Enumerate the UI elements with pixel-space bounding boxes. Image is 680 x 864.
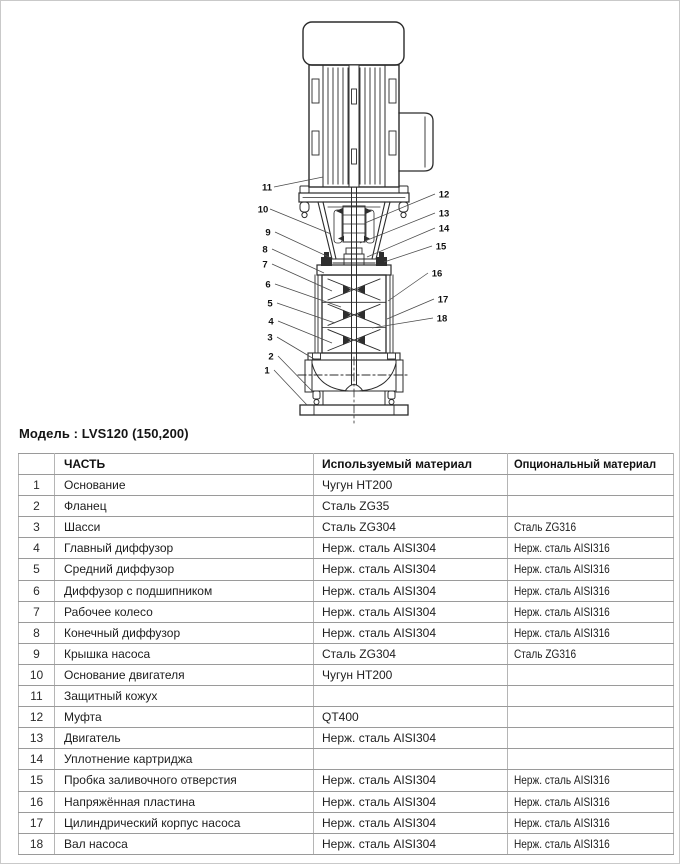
part-number: 18 xyxy=(19,833,55,854)
part-optional-material: Нерж. сталь AISI316 xyxy=(508,770,674,791)
table-row xyxy=(19,686,674,707)
callout-number-12: 12 xyxy=(438,189,450,201)
part-name: Уплотнение картриджа xyxy=(55,749,314,770)
part-number: 5 xyxy=(19,559,55,580)
part-number: 14 xyxy=(19,749,55,770)
callout-leader-line xyxy=(274,177,323,187)
table-row xyxy=(19,559,674,580)
part-name: Двигатель xyxy=(55,728,314,749)
part-optional-material: Нерж. сталь AISI316 xyxy=(508,580,674,601)
part-material: Сталь ZG304 xyxy=(314,517,508,538)
diagram-callouts xyxy=(258,177,450,405)
callout-number-10: 10 xyxy=(257,204,269,216)
part-optional-material: Нерж. сталь AISI316 xyxy=(508,791,674,812)
callout-leader-line xyxy=(360,213,435,243)
table-row xyxy=(19,475,674,496)
table-header-row xyxy=(19,454,674,475)
part-number: 1 xyxy=(19,475,55,496)
coupling xyxy=(336,206,372,242)
callout-leader-line xyxy=(270,209,331,234)
part-name: Основание двигателя xyxy=(55,664,314,685)
part-optional-material xyxy=(508,496,674,517)
part-number: 6 xyxy=(19,580,55,601)
part-optional-material xyxy=(508,475,674,496)
part-name: Защитный кожух xyxy=(55,686,314,707)
callout-leader-line xyxy=(278,356,313,392)
part-material xyxy=(314,686,508,707)
part-name: Главный диффузор xyxy=(55,538,314,559)
part-material: Сталь ZG304 xyxy=(314,643,508,664)
pump-shaft xyxy=(352,187,357,385)
part-optional-material xyxy=(508,749,674,770)
callout-leader-line xyxy=(365,194,435,223)
part-number: 12 xyxy=(19,707,55,728)
part-material: Нерж. сталь AISI304 xyxy=(314,770,508,791)
callout-leader-line xyxy=(384,246,432,262)
part-material: Нерж. сталь AISI304 xyxy=(314,622,508,643)
parts-table xyxy=(18,453,674,855)
part-name: Пробка заливочного отверстия xyxy=(55,770,314,791)
part-optional-material: Нерж. сталь AISI316 xyxy=(508,622,674,643)
table-row xyxy=(19,601,674,622)
table-row xyxy=(19,770,674,791)
part-number: 17 xyxy=(19,812,55,833)
table-row xyxy=(19,833,674,854)
part-material: Нерж. сталь AISI304 xyxy=(314,791,508,812)
table-row xyxy=(19,664,674,685)
part-material: Нерж. сталь AISI304 xyxy=(314,812,508,833)
callout-leader-line xyxy=(272,249,324,273)
part-number: 3 xyxy=(19,517,55,538)
model-title: Модель : LVS120 (150,200) xyxy=(19,426,189,441)
part-material: Чугун HT200 xyxy=(314,475,508,496)
callout-number-17: 17 xyxy=(437,294,449,306)
part-number: 2 xyxy=(19,496,55,517)
callout-number-8: 8 xyxy=(262,244,268,256)
part-material: Нерж. сталь AISI304 xyxy=(314,580,508,601)
part-material xyxy=(314,749,508,770)
seal-cartridge xyxy=(344,248,364,265)
parts-table-body xyxy=(19,475,674,855)
pump-base xyxy=(300,357,408,423)
table-row xyxy=(19,538,674,559)
callout-leader-line xyxy=(272,264,332,291)
part-number: 4 xyxy=(19,538,55,559)
part-material: QT400 xyxy=(314,707,508,728)
callout-leader-line xyxy=(372,318,433,328)
part-material: Сталь ZG35 xyxy=(314,496,508,517)
callout-number-11: 11 xyxy=(261,182,273,194)
callout-number-18: 18 xyxy=(436,313,448,325)
part-number: 7 xyxy=(19,601,55,622)
part-name: Средний диффузор xyxy=(55,559,314,580)
callout-leader-line xyxy=(275,284,341,307)
part-optional-material xyxy=(508,686,674,707)
part-name: Основание xyxy=(55,475,314,496)
part-optional-material xyxy=(508,707,674,728)
motor-flange xyxy=(299,186,409,218)
part-name: Напряжённая пластина xyxy=(55,791,314,812)
part-number: 8 xyxy=(19,622,55,643)
callout-leader-line xyxy=(277,303,335,323)
part-number: 10 xyxy=(19,664,55,685)
part-material: Чугун HT200 xyxy=(314,664,508,685)
callout-number-2: 2 xyxy=(268,351,274,363)
terminal-box xyxy=(399,113,433,171)
pump-cross-section-diagram xyxy=(1,1,679,431)
part-optional-material: Сталь ZG316 xyxy=(508,643,674,664)
part-material: Нерж. сталь AISI304 xyxy=(314,538,508,559)
table-row xyxy=(19,580,674,601)
part-name: Фланец xyxy=(55,496,314,517)
part-number: 11 xyxy=(19,686,55,707)
col-header-material: Используемый материал xyxy=(314,454,508,475)
part-name: Цилиндрический корпус насоса xyxy=(55,812,314,833)
table-row xyxy=(19,496,674,517)
part-name: Муфта xyxy=(55,707,314,728)
part-optional-material xyxy=(508,664,674,685)
part-optional-material xyxy=(508,728,674,749)
table-row xyxy=(19,622,674,643)
impeller-stages xyxy=(322,279,386,351)
callout-number-15: 15 xyxy=(435,241,447,253)
callout-number-6: 6 xyxy=(265,279,271,291)
callout-number-14: 14 xyxy=(438,223,450,235)
part-number: 13 xyxy=(19,728,55,749)
part-name: Конечный диффузор xyxy=(55,622,314,643)
callout-leader-line xyxy=(388,273,428,301)
callout-number-3: 3 xyxy=(267,332,273,344)
callout-number-13: 13 xyxy=(438,208,450,220)
callout-leader-line xyxy=(277,337,314,359)
part-name: Вал насоса xyxy=(55,833,314,854)
part-optional-material: Нерж. сталь AISI316 xyxy=(508,538,674,559)
callout-number-5: 5 xyxy=(267,298,273,310)
part-number: 15 xyxy=(19,770,55,791)
callout-number-4: 4 xyxy=(268,316,274,328)
table-row xyxy=(19,812,674,833)
part-optional-material: Сталь ZG316 xyxy=(508,517,674,538)
part-number: 16 xyxy=(19,791,55,812)
part-name: Диффузор с подшипником xyxy=(55,580,314,601)
callout-number-16: 16 xyxy=(431,268,443,280)
table-row xyxy=(19,728,674,749)
part-optional-material: Нерж. сталь AISI316 xyxy=(508,601,674,622)
motor xyxy=(303,22,404,187)
part-number: 9 xyxy=(19,643,55,664)
part-material: Нерж. сталь AISI304 xyxy=(314,601,508,622)
callout-number-7: 7 xyxy=(262,259,268,271)
table-row xyxy=(19,707,674,728)
part-optional-material: Нерж. сталь AISI316 xyxy=(508,812,674,833)
part-material: Нерж. сталь AISI304 xyxy=(314,728,508,749)
table-row xyxy=(19,643,674,664)
callout-number-1: 1 xyxy=(264,365,270,377)
part-name: Крышка насоса xyxy=(55,643,314,664)
part-material: Нерж. сталь AISI304 xyxy=(314,833,508,854)
part-material: Нерж. сталь AISI304 xyxy=(314,559,508,580)
table-row xyxy=(19,517,674,538)
table-row xyxy=(19,749,674,770)
callout-leader-line xyxy=(387,299,434,319)
part-name: Рабочее колесо xyxy=(55,601,314,622)
part-optional-material: Нерж. сталь AISI316 xyxy=(508,833,674,854)
callout-number-9: 9 xyxy=(265,227,271,239)
callout-leader-line xyxy=(278,321,332,343)
callout-leader-line xyxy=(367,228,435,257)
col-header-optional-material: Опциональный материал xyxy=(508,454,674,475)
col-header-number xyxy=(19,454,55,475)
col-header-part: ЧАСТЬ xyxy=(55,454,314,475)
part-name: Шасси xyxy=(55,517,314,538)
table-row xyxy=(19,791,674,812)
part-optional-material: Нерж. сталь AISI316 xyxy=(508,559,674,580)
